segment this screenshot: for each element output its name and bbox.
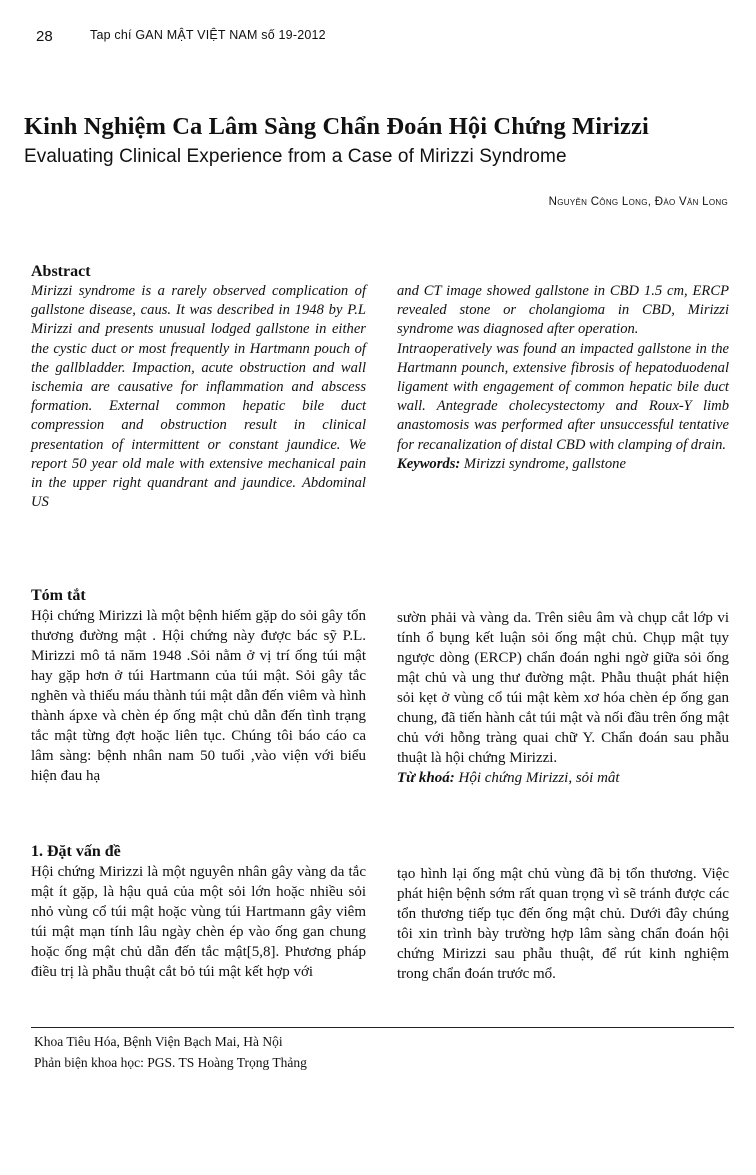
footnote-divider [31, 1027, 734, 1028]
tomtat-keywords-label: Từ khoá: [397, 770, 455, 786]
article-title-vietnamese: Kinh Nghiệm Ca Lâm Sàng Chẩn Đoán Hội Chứng Mirizzi [24, 113, 649, 140]
footnote-reviewer: Phản biện khoa học: PGS. TS Hoàng Trọng Thảng [34, 1055, 307, 1070]
abstract-text-right-1: and CT image showed gallstone in CBD 1.5 cm, ERCP revealed stone or cholangioma in CBD, Mirizzi syndrome was diagnosed after operation. [397, 283, 729, 338]
tomtat-keywords [397, 768, 729, 788]
footnote-affiliation: Khoa Tiêu Hóa, Bệnh Viện Bạch Mai, Hà Nội [34, 1034, 283, 1049]
keywords-value: Mirizzi syndrome, gallstone [463, 455, 626, 472]
tomtat-keywords-value: Hội chứng Mirizzi, sỏi mât [458, 770, 620, 786]
page-number: 28 [36, 28, 53, 45]
tomtat-heading: Tóm tắt [31, 587, 86, 604]
journal-header: Tap chí GAN MẬT VIỆT NAM số 19-2012 [90, 28, 326, 42]
keywords-label: Keywords: [397, 455, 461, 472]
abstract-heading: Abstract [31, 263, 91, 280]
tomtat-right-column [397, 608, 729, 788]
tomtat-text-left: Hội chứng Mirizzi là một bệnh hiếm gặp do sỏi gây tổn thương đường mật . Hội chứng này được bác sỹ P.L. Mirizzi mô tả năm 1948 .Sỏi nằm ở vị trí ống túi mật hay gặp hơn ở túi Hartmann của túi mật. Sỏi gây tắc nghẽn và thiếu máu thành túi mật dẫn đến viêm và hình thành ápxe và chèn ép ống mật chủ dẫn đến tình trạng tắc mật từng đợt hoặc liên tục. Chúng tôi báo cáo ca lâm sàng: bệnh nhân nam 50 tuổi ,vào viện với biểu hiện đau hạ [31, 608, 366, 784]
section1-left-column [31, 842, 366, 982]
tomtat-text-right: sườn phải và vàng da. Trên siêu âm và chụp cắt lớp vi tính ổ bụng kết luận sỏi ống mật chủ. Chụp mật tụy ngược dòng (ERCP) chẩn đoán nghi ngờ giữa sỏi ống mật chủ và ung thư đường mật. Phẫu thuật phát hiện sỏi kẹt ở vùng cổ túi mật kèm xơ hóa chèn ép ống gan chung, đã tiến hành cắt túi mật và nối đầu trên ống mật chủ với hỗng tràng quai chữ Y. Chẩn đoán sau phẫu thuật là hội chứng Mirizzi. [397, 610, 729, 766]
abstract-right-column [397, 282, 729, 474]
section1-text-left: Hội chứng Mirizzi là một nguyên nhân gây vàng da tắc mật ít gặp, là hậu quả của một sỏi lớn hoặc nhiều sỏi nhỏ vùng cổ túi mật hoặc vùng túi Hartmann gây viêm túi mật mạn tính lâu ngày chèn ép vào ống gan chung hoặc ống mật chủ dẫn đến tắc mật[5,8]. Phương pháp điều trị là phẫu thuật cắt bỏ túi mật kết hợp với [31, 864, 366, 980]
section1-right-column [397, 864, 729, 984]
article-title-english: Evaluating Clinical Experience from a Case of Mirizzi Syndrome [24, 146, 567, 167]
abstract-keywords [397, 455, 729, 474]
section1-heading: 1. Đặt vấn đề [31, 843, 121, 860]
tomtat-left-column [31, 586, 366, 786]
section1-text-right: tạo hình lại ống mật chủ vùng đã bị tổn thương. Việc phát hiện bệnh sớm rất quan trọng vì sẽ tránh được các tổn thương tiếp tục đến ống mật chủ. Dưới đây chúng tôi xin trình bày trường hợp lâm sàng chẩn đoán hội chứng Mirizzi sau phẫu thuật, để rút kinh nghiệm trong chẩn đoán trước mổ. [397, 866, 729, 982]
abstract-left-column [31, 262, 366, 512]
abstract-text-left: Mirizzi syndrome is a rarely observed complication of gallstone disease, caus. It was described in 1948 by P.L Mirizzi and presents unusual lodged gallstone in either the cystic duct or most frequently in Hartmann pouch of the gallbladder. Impaction, acute obstruction and wall ischemia are causative for inflammation and abscess formation. External common hepatic bile duct compression and obstruction result in clinical presentation of intermittent or constant jaundice. We report 50 year old male with extensive mechanical pain in the upper right quandrant and jaundice. Abdominal US [31, 283, 366, 511]
abstract-text-right-2: Intraoperatively was found an impacted gallstone in the Hartmann pounch, extensive fibrosis of hepatoduodenal ligament with engagement of common hepatic bile duct wall. Antegrade cholecystectomy and Roux-Y limb anastomosis was performed after unsuccessful tentative for recanalization of distal CBD with clamping of drain. [397, 340, 729, 453]
authors: Nguyễn Công Long, Đào Văn Long [548, 196, 728, 208]
